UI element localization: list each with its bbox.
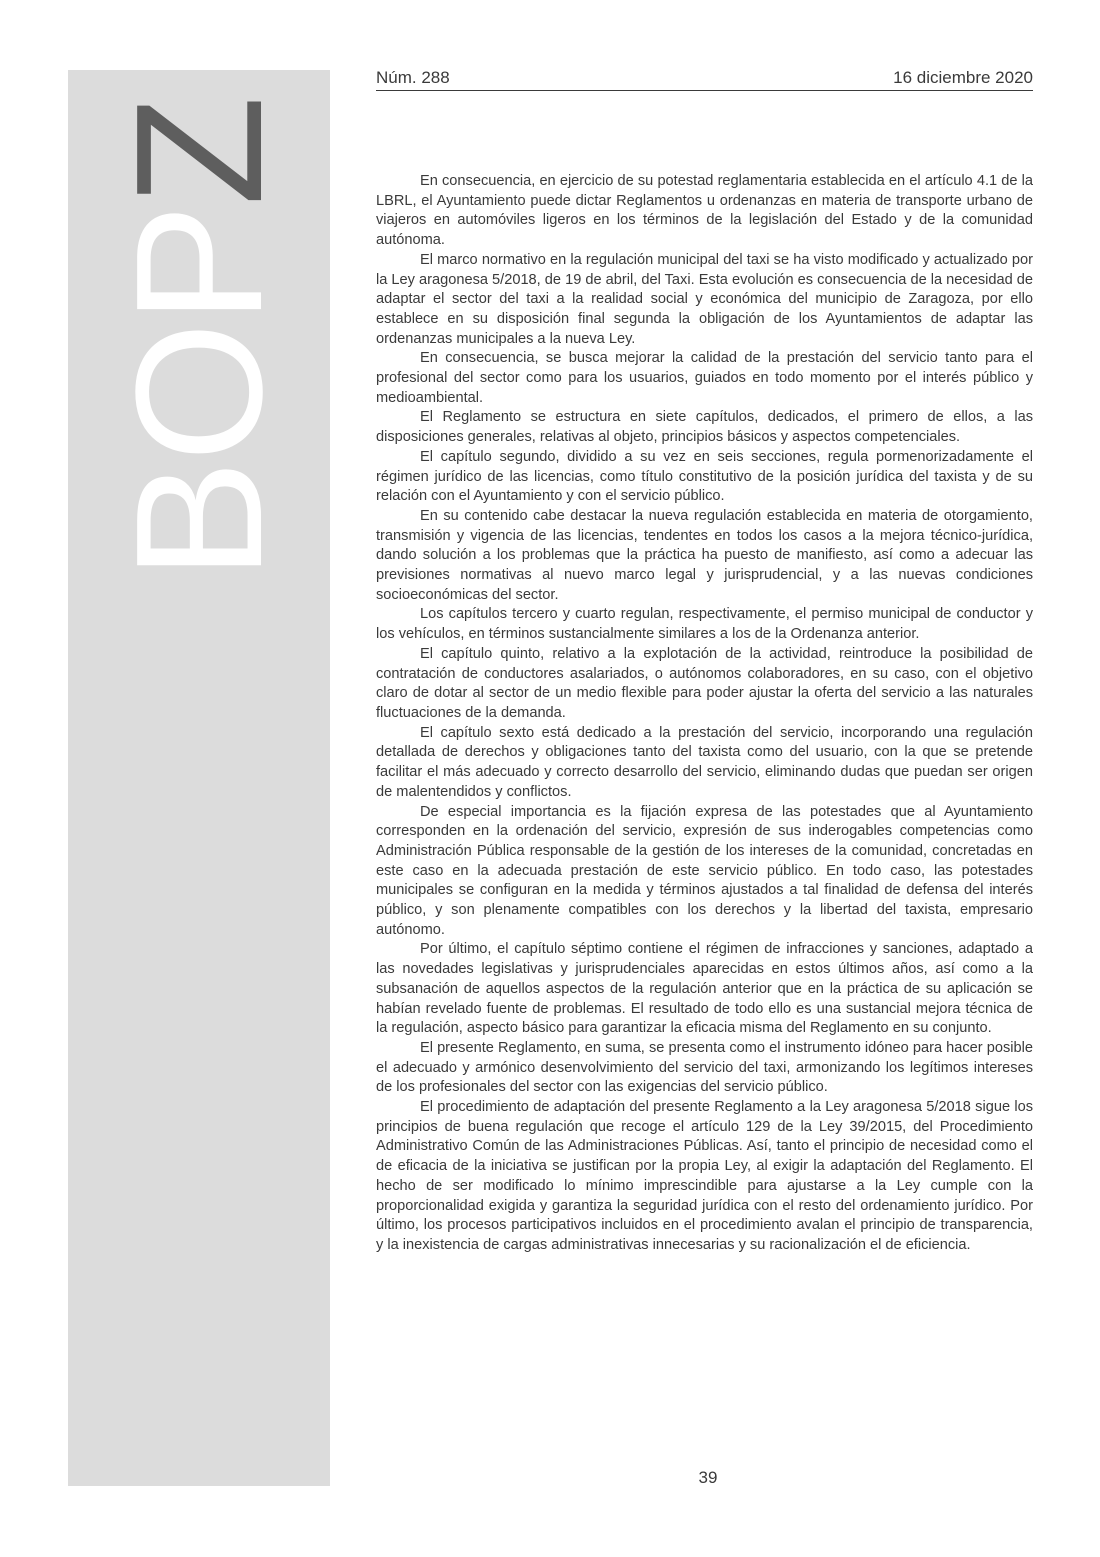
paragraph: El capítulo segundo, dividido a su vez en seis secciones, regula pormenorizadamente el régimen jurídico de las licencias, como título constitutivo de la posición jurídica del taxista y de su relación con el Ayuntamiento y con el servicio público. [376,448,1033,505]
issue-date: 16 diciembre 2020 [893,68,1033,87]
body-text [376,172,1033,1256]
paragraph: En consecuencia, se busca mejorar la calidad de la prestación del servicio tanto para el profesional del sector como para los usuarios, guiados en todo momento por el interés público y medioambiental. [376,350,1033,406]
paragraph: El procedimiento de adaptación del presente Reglamento a la Ley aragonesa 5/2018 sigue los principios de buena regulación que recoge el artículo 129 de la Ley 39/2015, del Procedimiento Administrativo Común de las Administraciones Públicas. Así, tanto el principio de necesidad como el de eficacia de la iniciativa se justifican por la propia Ley, al exigir la adaptación del Reglamento. El hecho de ser modificado lo mínimo imprescindible para ajustarse a la Ley cumple con la proporcionalidad exigida y garantiza la seguridad jurídica con el resto del ordenamiento jurídico. Por último, los procesos participativos incluidos en el procedimiento avalan el principio de transparencia, y la inexistencia de cargas administrativas innecesarias y su racionalización el de eficiencia. [376,1099,1033,1253]
paragraph: El capítulo sexto está dedicado a la prestación del servicio, incorporando una regulación detallada de derechos y obligaciones tanto del taxista como del usuario, con la que se pretende facilitar el más adecuado y correcto desarrollo del servicio, eliminando dudas que puedan ser origen de malentendidos y conflictos. [376,724,1033,800]
paragraph: El Reglamento se estructura en siete capítulos, dedicados, el primero de ellos, a las disposiciones generales, relativas al objeto, principios básicos y aspectos competenciales. [376,409,1033,446]
paragraph: Los capítulos tercero y cuarto regulan, respectivamente, el permiso municipal de conductor y los vehículos, en términos sustancialmente similares a los de la Ordenanza anterior. [376,606,1033,643]
issue-number: Núm. 288 [376,68,450,87]
paragraph: El marco normativo en la regulación municipal del taxi se ha visto modificado y actualizado por la Ley aragonesa 5/2018, de 19 de abril, del Taxi. Esta evolución es consecuencia de la necesidad de adaptar el sector del taxi a la realidad social y económica del municipio de Zaragoza, por ello establece en su disposición final segunda la obligación de los Ayuntamientos de adaptar las ordenanzas municipales a la nueva Ley. [376,251,1033,347]
paragraph: El capítulo quinto, relativo a la explotación de la actividad, reintroduce la posibilidad de contratación de conductores asalariados, o autónomos colaboradores, en su caso, con el objetivo claro de dotar al sector de un medio flexible para poder ajustar la oferta del servicio a las naturales fluctuaciones de la demanda. [376,645,1033,721]
paragraph: El presente Reglamento, en suma, se presenta como el instrumento idóneo para hacer posible el adecuado y armónico desenvolvimiento del servicio del taxi, armonizando los legítimos intereses de los profesionales del sector con las exigencias del servicio público. [376,1039,1033,1096]
bopz-logo [99,97,300,580]
paragraph: Por último, el capítulo séptimo contiene el régimen de infracciones y sanciones, adaptado a las novedades legislativas y jurisprudenciales aparecidas en estos últimos años, así como a la subsanación de aquellos aspectos de la regulación anterior que en la práctica de su aplicación se habían revelado fuente de problemas. El resultado de todo ello es una sustancial mejora técnica de la regulación, aspecto básico para garantizar la eficacia misma del Reglamento en su conjunto. [376,941,1033,1037]
page-number: 39 [698,1468,718,1487]
paragraph: De especial importancia es la fijación expresa de las potestades que al Ayuntamiento corresponden en la ordenación del servicio, expresión de sus inderogables competencias como Administración Pública responsable de la gestión de los intereses de la comunidad, concretadas en este caso en la adecuada prestación de este servicio público. En todo caso, las potestades municipales se configuran en la medida y términos ajustados a tal finalidad de defensa del interés público, y son plenamente compatibles con los derechos y la libertad del taxista, empresario autónomo. [376,803,1033,938]
logo-dark-letter: Z [99,97,300,206]
logo-light-letters: BOP [99,205,300,580]
paragraph: En su contenido cabe destacar la nueva regulación establecida en materia de otorgamiento, transmisión y vigencia de las licencias, tendentes en todos los casos a la mejora técnico-jurídica, dando solución a los problemas que la práctica ha puesto de manifiesto, así como a adecuar las previsiones normativas al nuevo marco legal y jurisprudencial, y a las nuevas condiciones socioeconómicas del sector. [376,507,1033,603]
paragraph: En consecuencia, en ejercicio de su potestad reglamentaria establecida en el artículo 4.1 de la LBRL, el Ayuntamiento puede dictar Reglamentos u ordenanzas en materia de transporte urbano de viajeros en automóviles ligeros en los términos de la legislación del Estado y de la comunidad autónoma. [376,173,1033,249]
page-header [376,66,1033,91]
